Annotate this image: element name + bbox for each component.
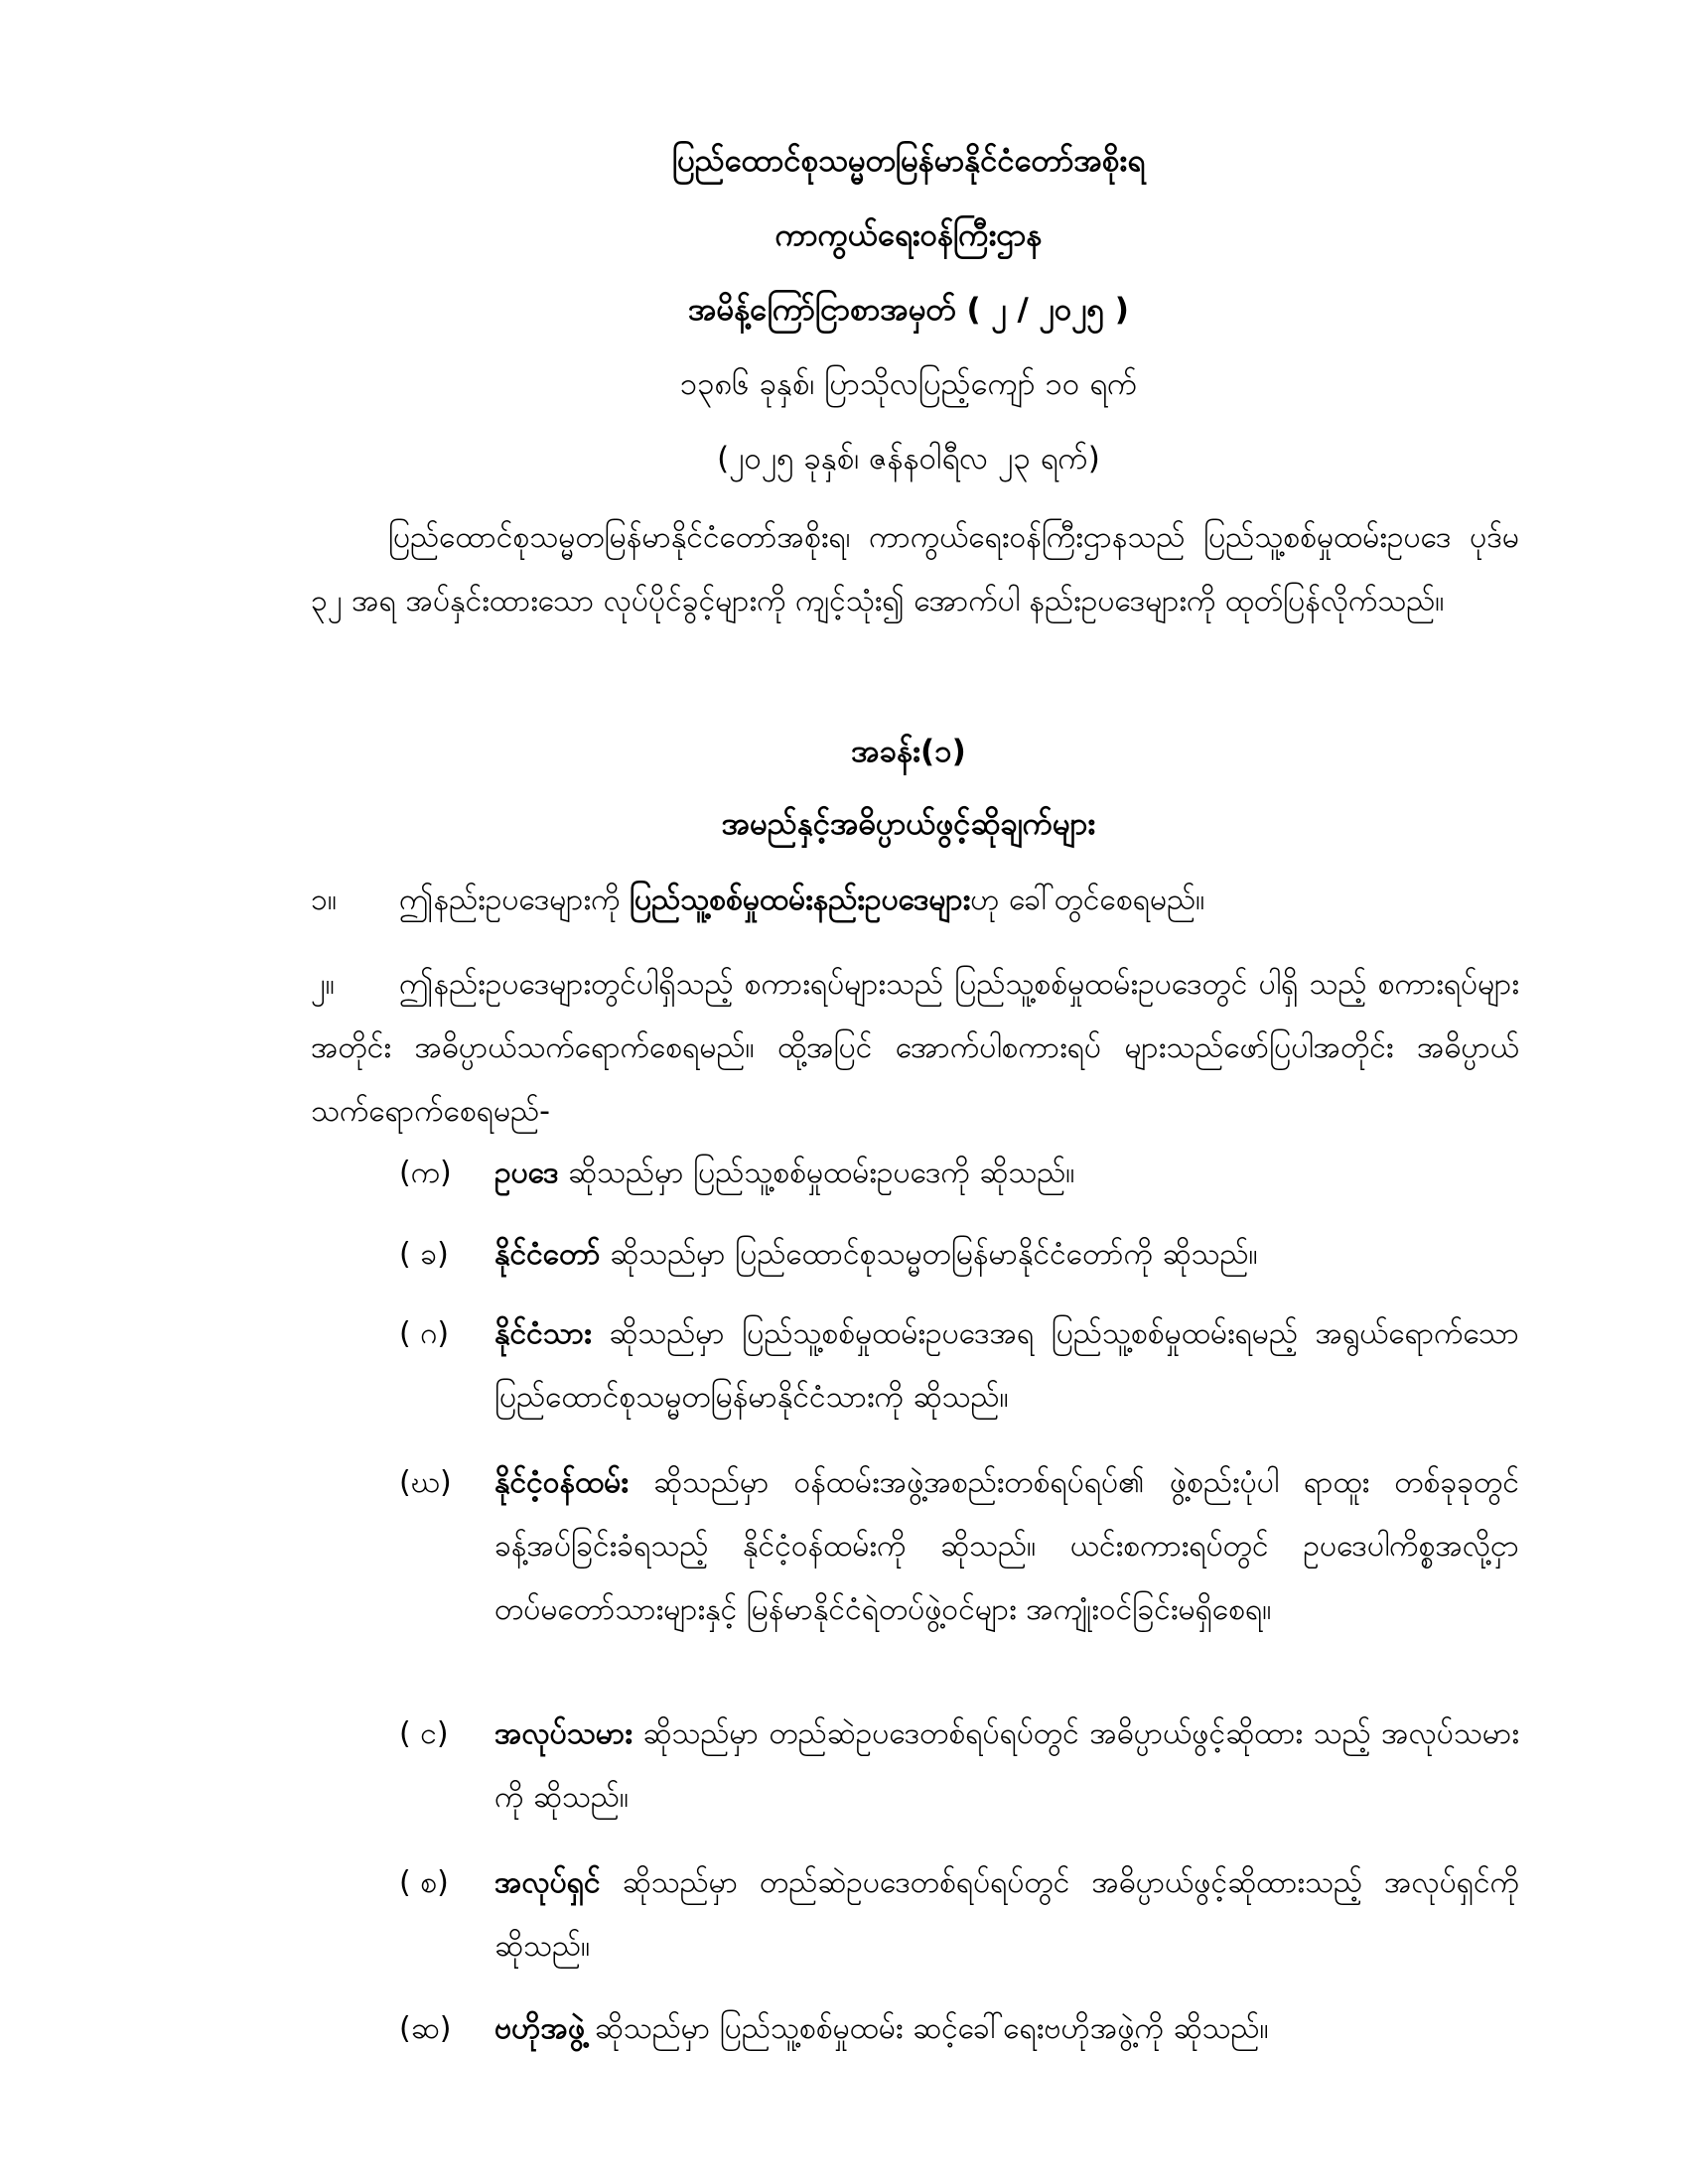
- section-1-short-title: ပြည်သူ့စစ်မှုထမ်းနည်းဥပဒေများ: [629, 883, 971, 917]
- definition-text: ဆိုသည်မှာ ပြည်ထောင်စုသမ္မတမြန်မာနိုင်ငံတော်ကို ဆိုသည်။: [600, 1237, 1258, 1272]
- definition-item: [494, 1142, 1519, 1205]
- definition-text: ဆိုသည်မှာ တည်ဆဲဥပဒေတစ်ရပ်ရပ်တွင် အဓိပ္ပာယ်ဖွင့်ဆိုထား သည့် အလုပ်သမားကို ဆိုသည်။: [494, 1716, 1519, 1815]
- definition-item: [494, 1851, 1519, 1979]
- definition-term: ဥပဒေ: [494, 1156, 559, 1190]
- section-1-number: ၁။: [311, 883, 337, 917]
- definition-item: [494, 1703, 1519, 1830]
- definition-item: [494, 1302, 1519, 1430]
- definition-label: (က): [399, 1156, 452, 1190]
- section-1-text-after: ဟု ခေါ်တွင်စေရမည်။: [970, 883, 1205, 917]
- notification-number: အမိန့်ကြော်ငြာစာအမှတ် ( ၂ / ၂၀၂၅ ): [688, 292, 1129, 328]
- definition-text: ဆိုသည်မှာ တည်ဆဲဥပဒေတစ်ရပ်ရပ်တွင် အဓိပ္ပာယ်ဖွင့်ဆိုထားသည့် အလုပ်ရှင်ကို ဆိုသည်။: [494, 1865, 1519, 1964]
- definition-text: ဆိုသည်မှာ ပြည်သူ့စစ်မှုထမ်းဥပဒေအရ ပြည်သူ့စစ်မှုထမ်းရမည့် အရွယ်ရောက်သော ပြည်ထောင်စုသမ္မတမြန်မာနိုင်ငံသားကို ဆိုသည်။: [494, 1316, 1519, 1415]
- definition-term: နိုင်ငံသား: [494, 1316, 592, 1351]
- preamble-paragraph: ပြည်ထောင်စုသမ္မတမြန်မာနိုင်ငံတော်အစိုးရ၊ ကာကွယ်ရေးဝန်ကြီးဌာနသည် ပြည်သူ့စစ်မှုထမ်းဥပဒေ ပုဒ်မ ၃၂ အရ အပ်နှင်းထားသော လုပ်ပိုင်ခွင့်များကို ကျင့်သုံး၍ အောက်ပါ နည်းဥပဒေများကို ထုတ်ပြန်လိုက်သည်။: [311, 520, 1519, 618]
- gregorian-date: (၂၀၂၅ ခုနှစ်၊ ဇန်နဝါရီလ ၂၃ ရက်): [717, 441, 1100, 477]
- definition-item: [494, 1997, 1519, 2061]
- definition-term: နိုင်ငံ့ဝန်ထမ်း: [494, 1465, 629, 1500]
- definition-term: ဗဟိုအဖွဲ့: [494, 2011, 586, 2046]
- section-2-text: ဤနည်းဥပဒေများတွင်ပါရှိသည့် စကားရပ်များသည် ပြည်သူ့စစ်မှုထမ်းဥပဒေတွင် ပါရှိ သည့် စကားရပ်များအတိုင်း အဓိပ္ပာယ်သက်ရောက်စေရမည်။ ထို့အပြင် အောက်ပါစကားရပ် များသည်ဖော်ပြပါအတိုင်း အဓိပ္ပာယ် သက်ရောက်စေရမည်-: [311, 967, 1519, 1129]
- definition-term: အလုပ်ရှင်: [494, 1865, 601, 1900]
- definition-label: (ဃ): [399, 1465, 452, 1500]
- section-2-number: ၂။: [311, 967, 335, 1002]
- definition-label: ( ခ): [399, 1237, 449, 1272]
- chapter-title: အမည်နှင့်အဓိပ္ပာယ်ဖွင့်ဆိုချက်များ: [721, 806, 1096, 842]
- government-title: ပြည်ထောင်စုသမ္မတမြန်မာနိုင်ငံတော်အစိုးရ: [671, 143, 1146, 179]
- definition-text: ဆိုသည်မှာ ပြည်သူ့စစ်မှုထမ်း ဆင့်ခေါ်ရေးဗဟိုအဖွဲ့ကို ဆိုသည်။: [585, 2011, 1269, 2046]
- myanmar-date: ၁၃၈၆ ခုနှစ်၊ ပြာသိုလပြည့်ကျော် ၁၀ ရက်: [679, 366, 1138, 402]
- ministry-title: ကာကွယ်ရေးဝန်ကြီးဌာန: [774, 217, 1043, 253]
- section-1-text: [399, 869, 1519, 932]
- definition-label: ( င): [399, 1716, 449, 1751]
- definition-text: ဆိုသည်မှာ ပြည်သူ့စစ်မှုထမ်းဥပဒေကို ဆိုသည်။: [558, 1156, 1075, 1190]
- definition-term: အလုပ်သမား: [494, 1716, 633, 1751]
- definition-label: ( ဂ): [399, 1316, 450, 1351]
- definition-term: နိုင်ငံတော်: [494, 1237, 601, 1272]
- definition-item: [494, 1223, 1519, 1287]
- section-1-text-before: ဤနည်းဥပဒေများကို: [399, 883, 630, 917]
- chapter-number: အခန်း(၁): [851, 734, 966, 769]
- definition-item: [494, 1451, 1519, 1642]
- definition-text: ဆိုသည်မှာ ဝန်ထမ်းအဖွဲ့အစည်းတစ်ရပ်ရပ်၏ ဖွဲ့စည်းပုံပါ ရာထူး တစ်ခုခုတွင် ခန့်အပ်ခြင်းခံရသည့် နိုင်ငံ့ဝန်ထမ်းကို ဆိုသည်။ ယင်းစကားရပ်တွင် ဥပဒေပါကိစ္စအလို့ငှာ တပ်မတော်သားများနှင့် မြန်မာနိုင်ငံရဲတပ်ဖွဲ့ဝင်များ အကျုံးဝင်ခြင်းမရှိစေရ။: [494, 1465, 1519, 1627]
- definition-label: (ဆ): [399, 2011, 452, 2046]
- definition-label: ( စ): [399, 1865, 449, 1900]
